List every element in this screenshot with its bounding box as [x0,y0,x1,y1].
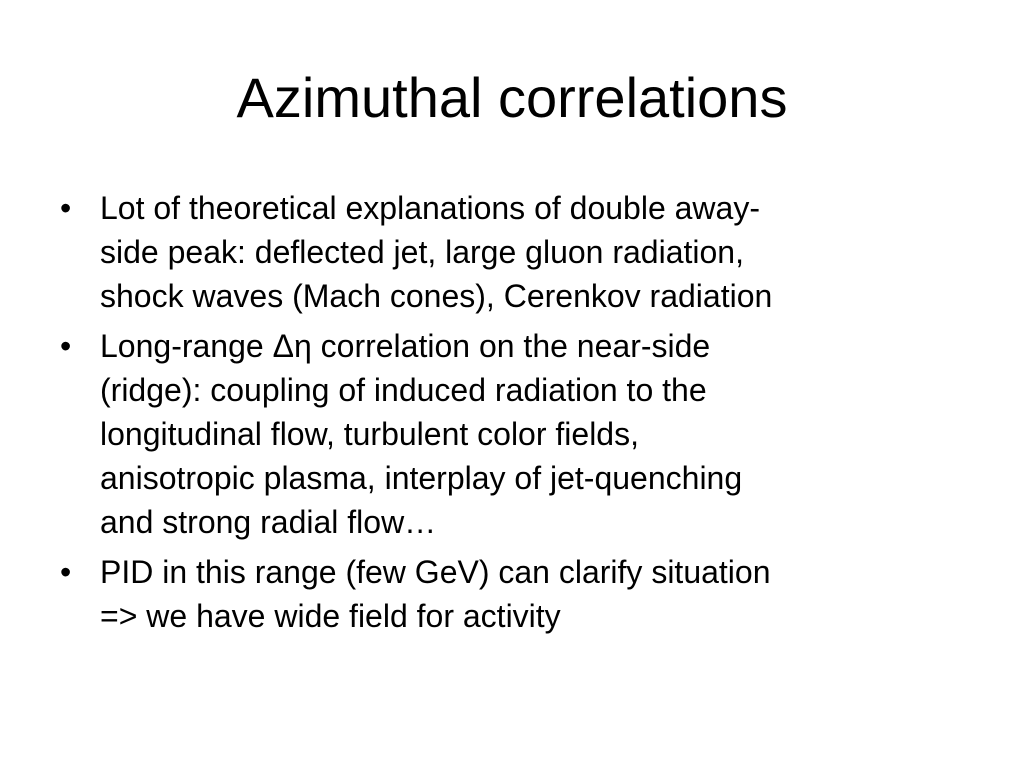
bullet-icon: • [60,554,72,590]
bullet-item [60,324,960,544]
bullet-text-line: side peak: deflected jet, large gluon radiation, [100,234,744,270]
bullet-text-line: => we have wide field for activity [100,598,561,634]
bullet-text-line: PID in this range (few GeV) can clarify situation [100,554,771,590]
bullet-item [60,186,960,318]
bullet-text-line: Lot of theoretical explanations of double away- [100,190,760,226]
bullet-icon: • [60,328,72,364]
slide-title: Azimuthal correlations [236,66,788,129]
bullet-item [60,550,960,638]
bullet-text-line: (ridge): coupling of induced radiation to the [100,372,707,408]
bullet-text-line: and strong radial flow… [100,504,437,540]
bullet-icon: • [60,190,72,226]
bullet-text-line: Long-range Δη correlation on the near-side [100,328,711,364]
bullet-text-line: shock waves (Mach cones), Cerenkov radiation [100,278,773,314]
bullet-list [60,186,960,644]
bullet-text-line: anisotropic plasma, interplay of jet-quenching [100,460,743,496]
bullet-text-line: longitudinal flow, turbulent color fields, [100,416,639,452]
